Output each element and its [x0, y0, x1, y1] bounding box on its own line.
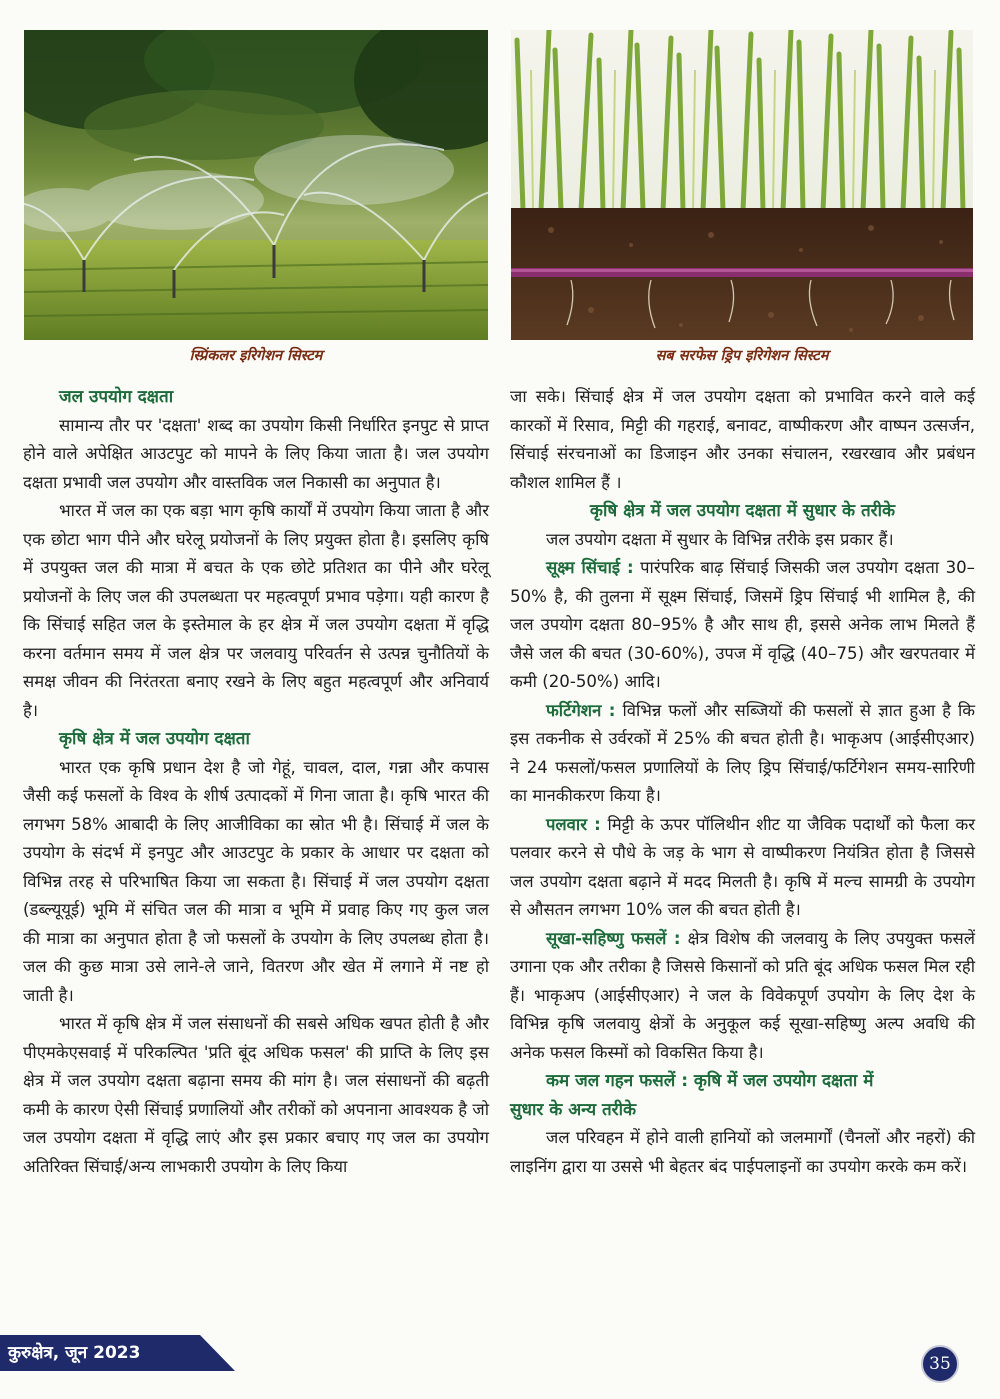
page-number: 35 [929, 1354, 951, 1374]
heading-water-use-efficiency: जल उपयोग दक्षता [59, 387, 174, 407]
subsurface-drip-irrigation-image [511, 30, 973, 340]
para-micro-irrigation [510, 554, 975, 697]
para-india-water-use: भारत में जल का एक बड़ा भाग कृषि कार्यों में उपयोग किया जाता है और एक छोटा भाग पीने और घरेलू प्रयोजनों के लिए प्रयुक्त होता है। इसलिए कृषि में उपयुक्त जल की मात्रा में बचत के एक छोटे प्रतिशत का पीने और घरेलू प्रयोजनों के लिए जल की उपलब्धता पर महत्वपूर्ण प्रभाव पड़ेगा। यही कारण है कि सिंचाई सहित जल के इस्तेमाल के हर क्षेत्र में जल उपयोग दक्षता में वृद्धि करना वर्तमान समय में जल क्षेत्र पर जलवायु परिवर्तन से उत्पन्न चुनौतियों के समक्ष जीवन की निरंतरता बनाए रखने के लिए बहुत महत्वपूर्ण और अनिवार्य है। [23, 501, 489, 720]
heading-low-water-crops: कम जल गहन फसलें : कृषि में जल उपयोग दक्षता में [546, 1071, 874, 1091]
label-fertigation: फर्टिगेशन : [546, 700, 616, 720]
label-mulching: पलवार : [546, 814, 601, 834]
label-micro-irrigation: सूक्ष्म सिंचाई : [546, 558, 634, 577]
para-mulching [510, 811, 975, 925]
sprinkler-image-caption: स्प्रिंकलर इरिगेशन सिस्टम [189, 348, 323, 364]
page-number-badge [921, 1345, 959, 1383]
para-methods-intro: जल उपयोग दक्षता में सुधार के विभिन्न तरीके इस प्रकार हैं। [546, 529, 894, 549]
para-continued: जा सके। सिंचाई क्षेत्र में जल उपयोग दक्षता को प्रभावित करने वाले कई कारकों में रिसाव, मिट्टी की गहराई, बनावट, वाष्पीकरण और वाष्पन उत्सर्जन, सिंचाई संरचनाओं का डिजाइन और उनका संचालन, रखरखाव और प्रबंधन कौशल शामिल हैं । [510, 387, 975, 492]
text-drought-tolerant: क्षेत्र विशेष की जलवायु के लिए उपयुक्त फसलें उगाना एक और तरीका है जिससे किसानों को प्रति बूंद अधिक फसल मिल रही हैं। भाकृअप (आईसीएआर) ने जल के विवेकपूर्ण उपयोग के लिए देश के विभिन्न कृषि जलवायु क्षेत्रों के अनुकूल कई सूखा-सहिष्णु अल्प अवधि की अनेक फसल किस्मों को विकसित किया है। [510, 928, 976, 1062]
right-text-column [510, 383, 975, 1181]
left-text-column [23, 383, 489, 1181]
para-drought-tolerant [510, 925, 975, 1068]
magazine-issue-label: कुरुक्षेत्र, जून 2023 [8, 1343, 141, 1363]
para-agriculture-country: भारत एक कृषि प्रधान देश है जो गेहूं, चावल, दाल, गन्ना और कपास जैसी कई फसलों के विश्व के शीर्ष उत्पादकों में गिना जाता है। कृषि भारत की लगभग 58% आबादी के लिए आजीविका का स्रोत भी है। सिंचाई में जल के उपयोग के संदर्भ में इनपुट और आउटपुट के प्रकार के आधार पर दक्षता को विभिन्न तरह से परिभाषित किया जा सकता है। सिंचाई में जल उपयोग दक्षता (डब्ल्यूयूई) भूमि में संचित जल की मात्रा व भूमि में प्रवाह किए गए कुल जल की मात्रा का अनुपात होता है जो फसलों के उपयोग के लिए उपलब्ध होता है। जल की कुछ मात्रा उसे लाने-ले जाने, वितरण और खेत में लगाने में नष्ट हो जाती है। [23, 757, 489, 1005]
label-drought-tolerant: सूखा-सहिष्णु फसलें : [546, 928, 681, 948]
drip-image-caption: सब सरफेस ड्रिप इरिगेशन सिस्टम [655, 348, 829, 364]
para-efficiency-definition: सामान्य तौर पर 'दक्षता' शब्द का उपयोग किसी निर्धारित इनपुट से प्राप्त होने वाले अपेक्षित आउटपुट को मापने के लिए किया जाता है। जल उपयोग दक्षता प्रभावी जल उपयोग और वास्तविक जल निकासी का अनुपात है। [23, 415, 489, 492]
text-micro-irrigation: पारंपरिक बाढ़ सिंचाई जिसकी जल उपयोग दक्षता 30–50% है, की तुलना में सूक्ष्म सिंचाई, जिसमें ड्रिप सिंचाई भी शामिल है, की जल उपयोग दक्षता 80–95% है और साथ ही, इससे अनेक लाभ मिलते हैं जैसे जल की बचत (30-60%), उपज में वृद्धि (40–75) और खरपतवार में कमी (20-50%) आदि। [510, 558, 975, 691]
para-fertigation [510, 697, 975, 811]
text-mulching: मिट्टी के ऊपर पॉलिथीन शीट या जैविक पदार्थों को फैला कर पलवार करने से पौधे के जड़ के भाग से वाष्पीकरण नियंत्रित होता है जिससे जल उपयोग दक्षता बढ़ाने में मदद मिलती है। कृषि में मल्च सामग्री के उपयोग से औसतन लगभग 10% जल की बचत होती है। [510, 814, 975, 919]
para-canal-lining: जल परिवहन में होने वाली हानियों को जलमार्गों (चैनलों और नहरों) की लाइनिंग द्वारा या उससे भी बेहतर बंद पाईपलाइनों का उपयोग करके कम करें। [510, 1128, 975, 1176]
sprinkler-irrigation-image [24, 30, 488, 340]
heading-other-methods: सुधार के अन्य तरीके [510, 1099, 637, 1120]
heading-improvement-methods: कृषि क्षेत्र में जल उपयोग दक्षता में सुधार के तरीके [589, 501, 896, 521]
para-pmksy: भारत में कृषि क्षेत्र में जल संसाधनों की सबसे अधिक खपत होती है और पीएमकेएसवाई में परिकल्पित 'प्रति बूंद अधिक फसल' की प्राप्ति के लिए इस क्षेत्र में जल उपयोग दक्षता बढ़ाना समय की मांग है। जल संसाधनों की बढ़ती कमी के कारण ऐसी सिंचाई प्रणालियों और तरीकों को अपनाना आवश्यक है जो जल उपयोग दक्षता में वृद्धि लाएं और इस प्रकार बचाए गए जल का उपयोग अतिरिक्त सिंचाई/अन्य लाभकारी उपयोग के लिए किया [23, 1014, 489, 1176]
text-fertigation: विभिन्न फलों और सब्जियों की फसलों से ज्ञात हुआ है कि इस तकनीक से उर्वरकों में 25% की बचत होती है। भाकृअप (आईसीएआर) ने 24 फसलों/फसल प्रणालियों के लिए ड्रिप सिंचाई/फर्टिगेशन समय-सारिणी का मानकीकरण किया है। [510, 700, 976, 805]
heading-agriculture-efficiency: कृषि क्षेत्र में जल उपयोग दक्षता [59, 729, 250, 749]
